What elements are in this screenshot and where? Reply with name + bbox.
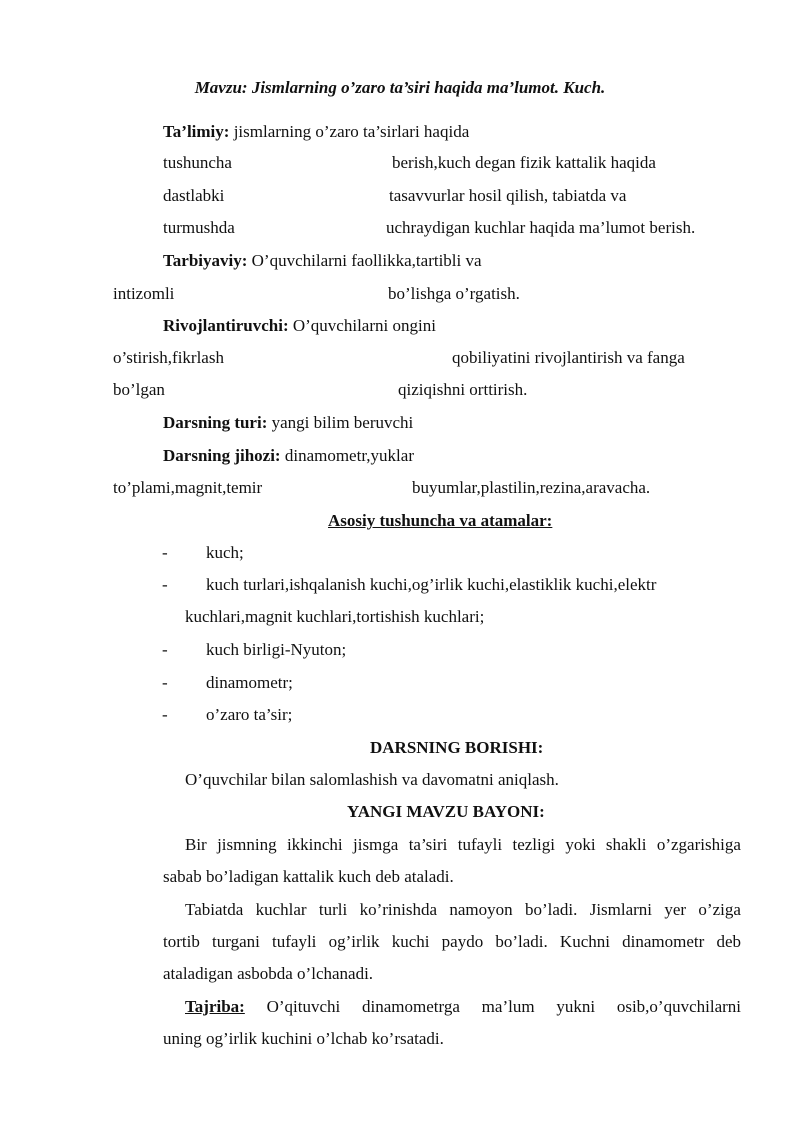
talimiy-line-2b: berish,kuch degan fizik kattalik haqida: [392, 153, 656, 172]
tajriba-label: Tajriba:: [185, 997, 245, 1016]
page-title: Mavzu: Jismlarning o’zaro ta’siri haqida ma’lumot. Kuch.: [194, 78, 606, 97]
talimiy-line-4a: turmushda: [163, 218, 235, 237]
paragraph-1-line-1: Bir jismning ikkinchi jismga ta’siri tufayli tezligi yoki shakli o’zgarishiga: [185, 835, 741, 854]
borishi-text: O’quvchilar bilan salomlashish va davomatni aniqlash.: [185, 770, 559, 789]
tarbiyaviy-line-1: Tarbiyaviy: O’quvchilarni faollikka,tartibli va: [163, 251, 482, 270]
jihoz-label: Darsning jihozi:: [163, 446, 281, 465]
talimiy-line-4b: uchraydigan kuchlar haqida ma’lumot berish.: [386, 218, 696, 237]
turi-label: Darsning turi:: [163, 413, 268, 432]
term-item-continued: kuchlari,magnit kuchlari,tortishish kuchlari;: [185, 607, 485, 626]
tarbiyaviy-label: Tarbiyaviy:: [163, 251, 248, 270]
paragraph-2-line-3: ataladigan asbobda o’lchanadi.: [163, 964, 374, 983]
rivoj-line-2b: qobiliyatini rivojlantirish va fanga: [452, 348, 685, 367]
term-item: dinamometr;: [206, 673, 293, 692]
term-dash: -: [162, 673, 168, 692]
term-dash: -: [162, 575, 168, 594]
term-item: kuch birligi-Nyuton;: [206, 640, 347, 659]
talimiy-label: Ta’limiy:: [163, 122, 230, 141]
borishi-heading: DARSNING BORISHI:: [370, 738, 544, 757]
tarbiyaviy-line-2a: intizomli: [113, 284, 175, 303]
jihoz-line-2b: buyumlar,plastilin,rezina,aravacha.: [412, 478, 651, 497]
darsning-jihozi: Darsning jihozi: dinamometr,yuklar: [163, 446, 414, 465]
darsning-turi: Darsning turi: yangi bilim beruvchi: [163, 413, 414, 432]
term-dash: -: [162, 640, 168, 659]
rivoj-line-3b: qiziqishni orttirish.: [398, 380, 528, 399]
bayoni-heading: YANGI MAVZU BAYONI:: [347, 802, 545, 821]
rivoj-label: Rivojlantiruvchi:: [163, 316, 289, 335]
paragraph-2-line-2: tortib turgani tufayli og’irlik kuchi paydo bo’ladi. Kuchni dinamometr deb: [163, 932, 741, 951]
rivoj-line-3a: bo’lgan: [113, 380, 165, 399]
term-item: kuch turlari,ishqalanish kuchi,og’irlik kuchi,elastiklik kuchi,elektr: [206, 575, 657, 594]
term-dash: -: [162, 705, 168, 724]
tarbiyaviy-line-2b: bo’lishga o’rgatish.: [388, 284, 520, 303]
paragraph-2-line-1: Tabiatda kuchlar turli ko’rinishda namoyon bo’ladi. Jismlarni yer o’ziga: [185, 900, 741, 919]
rivoj-line-2a: o’stirish,fikrlash: [113, 348, 224, 367]
paragraph-3-line-2: uning og’irlik kuchini o’lchab ko’rsatadi.: [163, 1029, 444, 1048]
term-dash: -: [162, 543, 168, 562]
paragraph-3-line-1: Tajriba: O’qituvchi dinamometrga ma’lum yukni osib,o’quvchilarni: [185, 997, 741, 1016]
talimiy-line-3b: tasavvurlar hosil qilish, tabiatda va: [389, 186, 627, 205]
rivoj-line-1: Rivojlantiruvchi: O’quvchilarni ongini: [163, 316, 436, 335]
term-item: o’zaro ta’sir;: [206, 705, 293, 724]
paragraph-1-line-2: sabab bo’ladigan kattalik kuch deb ataladi.: [163, 867, 454, 886]
term-item: kuch;: [206, 543, 244, 562]
jihoz-line-2a: to’plami,magnit,temir: [113, 478, 263, 497]
terms-heading: Asosiy tushuncha va atamalar:: [328, 511, 553, 530]
talimiy-line-2a: tushuncha: [163, 153, 232, 172]
talimiy-line-1: Ta’limiy: jismlarning o’zaro ta’sirlari haqida: [163, 122, 470, 141]
talimiy-line-3a: dastlabki: [163, 186, 225, 205]
